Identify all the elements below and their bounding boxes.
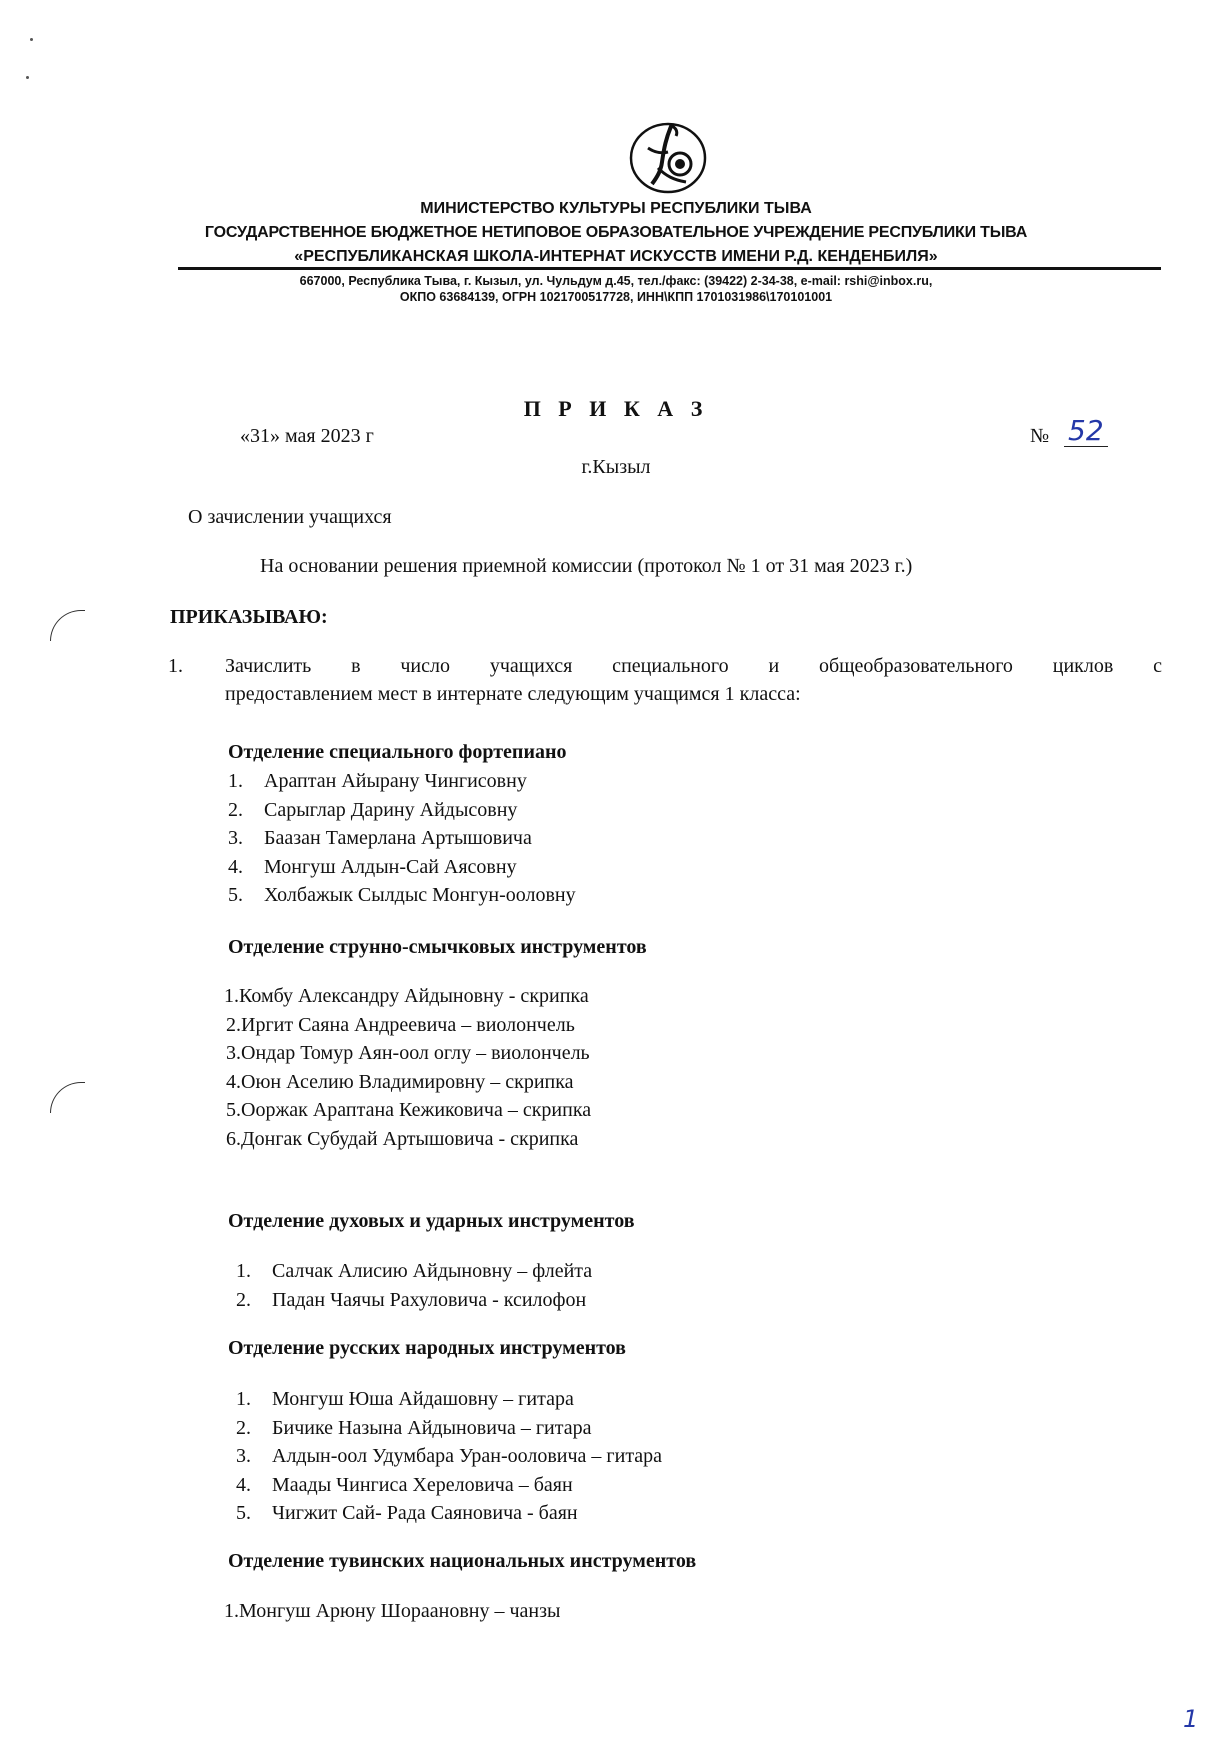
list-russian [236, 1385, 662, 1528]
item-text-line-1: Зачислить в число учащихся специального и общеобразовательного циклов с [225, 655, 1162, 677]
school-contacts [0, 273, 1232, 305]
item-number: 1. [168, 655, 183, 677]
section-title-piano: Отделение специального фортепиано [228, 741, 567, 763]
list-item: 2.Иргит Саяна Андреевича – виолончель [226, 1013, 575, 1036]
list-item: 5.Ооржак Араптана Кежиковича – скрипка [226, 1099, 592, 1121]
list-item: 2. Бичике Назына Айдыновича – гитара [236, 1416, 592, 1439]
list-item: 4. Маады Чингиса Хереловича – баян [236, 1473, 573, 1496]
scan-speck [26, 76, 29, 79]
list-winds [236, 1257, 592, 1314]
section-title-strings: Отделение струнно-смычковых инструментов [228, 936, 647, 958]
list-item: 3.Ондар Томур Аян-оол оглу – виолончель [226, 1042, 590, 1064]
codes-line: ОКПО 63684139, ОГРН 1021700517728, ИНН\КПП 1701031986\170101001 [399, 290, 833, 304]
order-directive: ПРИКАЗЫВАЮ: [170, 606, 328, 628]
order-number-label: № [1030, 425, 1050, 447]
list-item: 5. Холбажык Сылдыс Монгун-ооловну [228, 884, 576, 906]
header-divider [178, 267, 1161, 270]
order-basis: На основании решения приемной комиссии (протокол № 1 от 31 мая 2023 г.) [260, 555, 913, 577]
list-item: 5. Чигжит Сай- Рада Саяновича - баян [236, 1502, 578, 1524]
section-title-winds: Отделение духовых и ударных инструментов [228, 1210, 635, 1232]
institution-name: ГОСУДАРСТВЕННОЕ БЮДЖЕТНОЕ НЕТИПОВОЕ ОБРАЗОВАТЕЛЬНОЕ УЧРЕЖДЕНИЕ РЕСПУБЛИКИ ТЫВА [204, 224, 1028, 241]
list-item: 1.Комбу Александру Айдыновну - скрипка [224, 985, 589, 1007]
list-item: 3. Алдын-оол Удумбара Уран-ооловича – гитара [236, 1445, 663, 1467]
list-item: 4. Монгуш Алдын-Сай Аясовну [228, 855, 517, 878]
school-logo-emblem [628, 118, 708, 196]
document-title: П Р И К А З [523, 396, 709, 421]
school-name: «РЕСПУБЛИКАНСКАЯ ШКОЛА-ИНТЕРНАТ ИСКУССТВ ИМЕНИ Р.Д. КЕНДЕНБИЛЯ» [294, 248, 938, 265]
page-number-handwritten: 1 [1183, 1705, 1199, 1733]
order-number-handwritten: 52 [1064, 416, 1108, 447]
list-strings [224, 982, 591, 1153]
scan-speck [30, 38, 33, 41]
section-title-russian: Отделение русских народных инструментов [228, 1337, 626, 1359]
list-item: 3. Баазан Тамерлана Артышовича [228, 827, 532, 849]
address-line: 667000, Республика Тыва, г. Кызыл, ул. Чульдум д.45, тел./факс: (39422) 2-34-38, e-mail: rshi@inbox.ru, [299, 274, 933, 288]
list-item: 1. Араптан Айырану Чингисовну [228, 770, 527, 792]
list-piano [228, 767, 576, 910]
list-item: 1. Монгуш Юша Айдашовну – гитара [236, 1388, 574, 1410]
punch-hole-mark [50, 1082, 85, 1113]
punch-hole-mark [50, 610, 85, 641]
list-item: 2. Падан Чаячы Рахуловича - ксилофон [236, 1288, 587, 1311]
section-title-tuvan: Отделение тувинских национальных инструментов [228, 1550, 697, 1572]
order-date: «31» мая 2023 г [240, 425, 374, 447]
ministry-name: МИНИСТЕРСТВО КУЛЬТУРЫ РЕСПУБЛИКИ ТЫВА [420, 200, 812, 217]
list-item: 1. Салчак Алисию Айдыновну – флейта [236, 1260, 593, 1282]
list-item: 6.Донгак Субудай Артышовича - скрипка [226, 1127, 579, 1150]
order-item-1 [168, 652, 1162, 708]
order-subject: О зачислении учащихся [188, 506, 392, 528]
list-item: 4.Оюн Аселию Владимировну – скрипка [226, 1070, 574, 1093]
item-text-line-2: предоставлением мест в интернате следующим учащимся 1 класса: [225, 683, 801, 705]
list-item: 2. Сарыглар Дарину Айдысовну [228, 798, 518, 821]
list-item: 1.Монгуш Арюну Шораановну – чанзы [224, 1600, 561, 1622]
order-city: г.Кызыл [581, 456, 651, 478]
list-tuvan [224, 1597, 560, 1626]
